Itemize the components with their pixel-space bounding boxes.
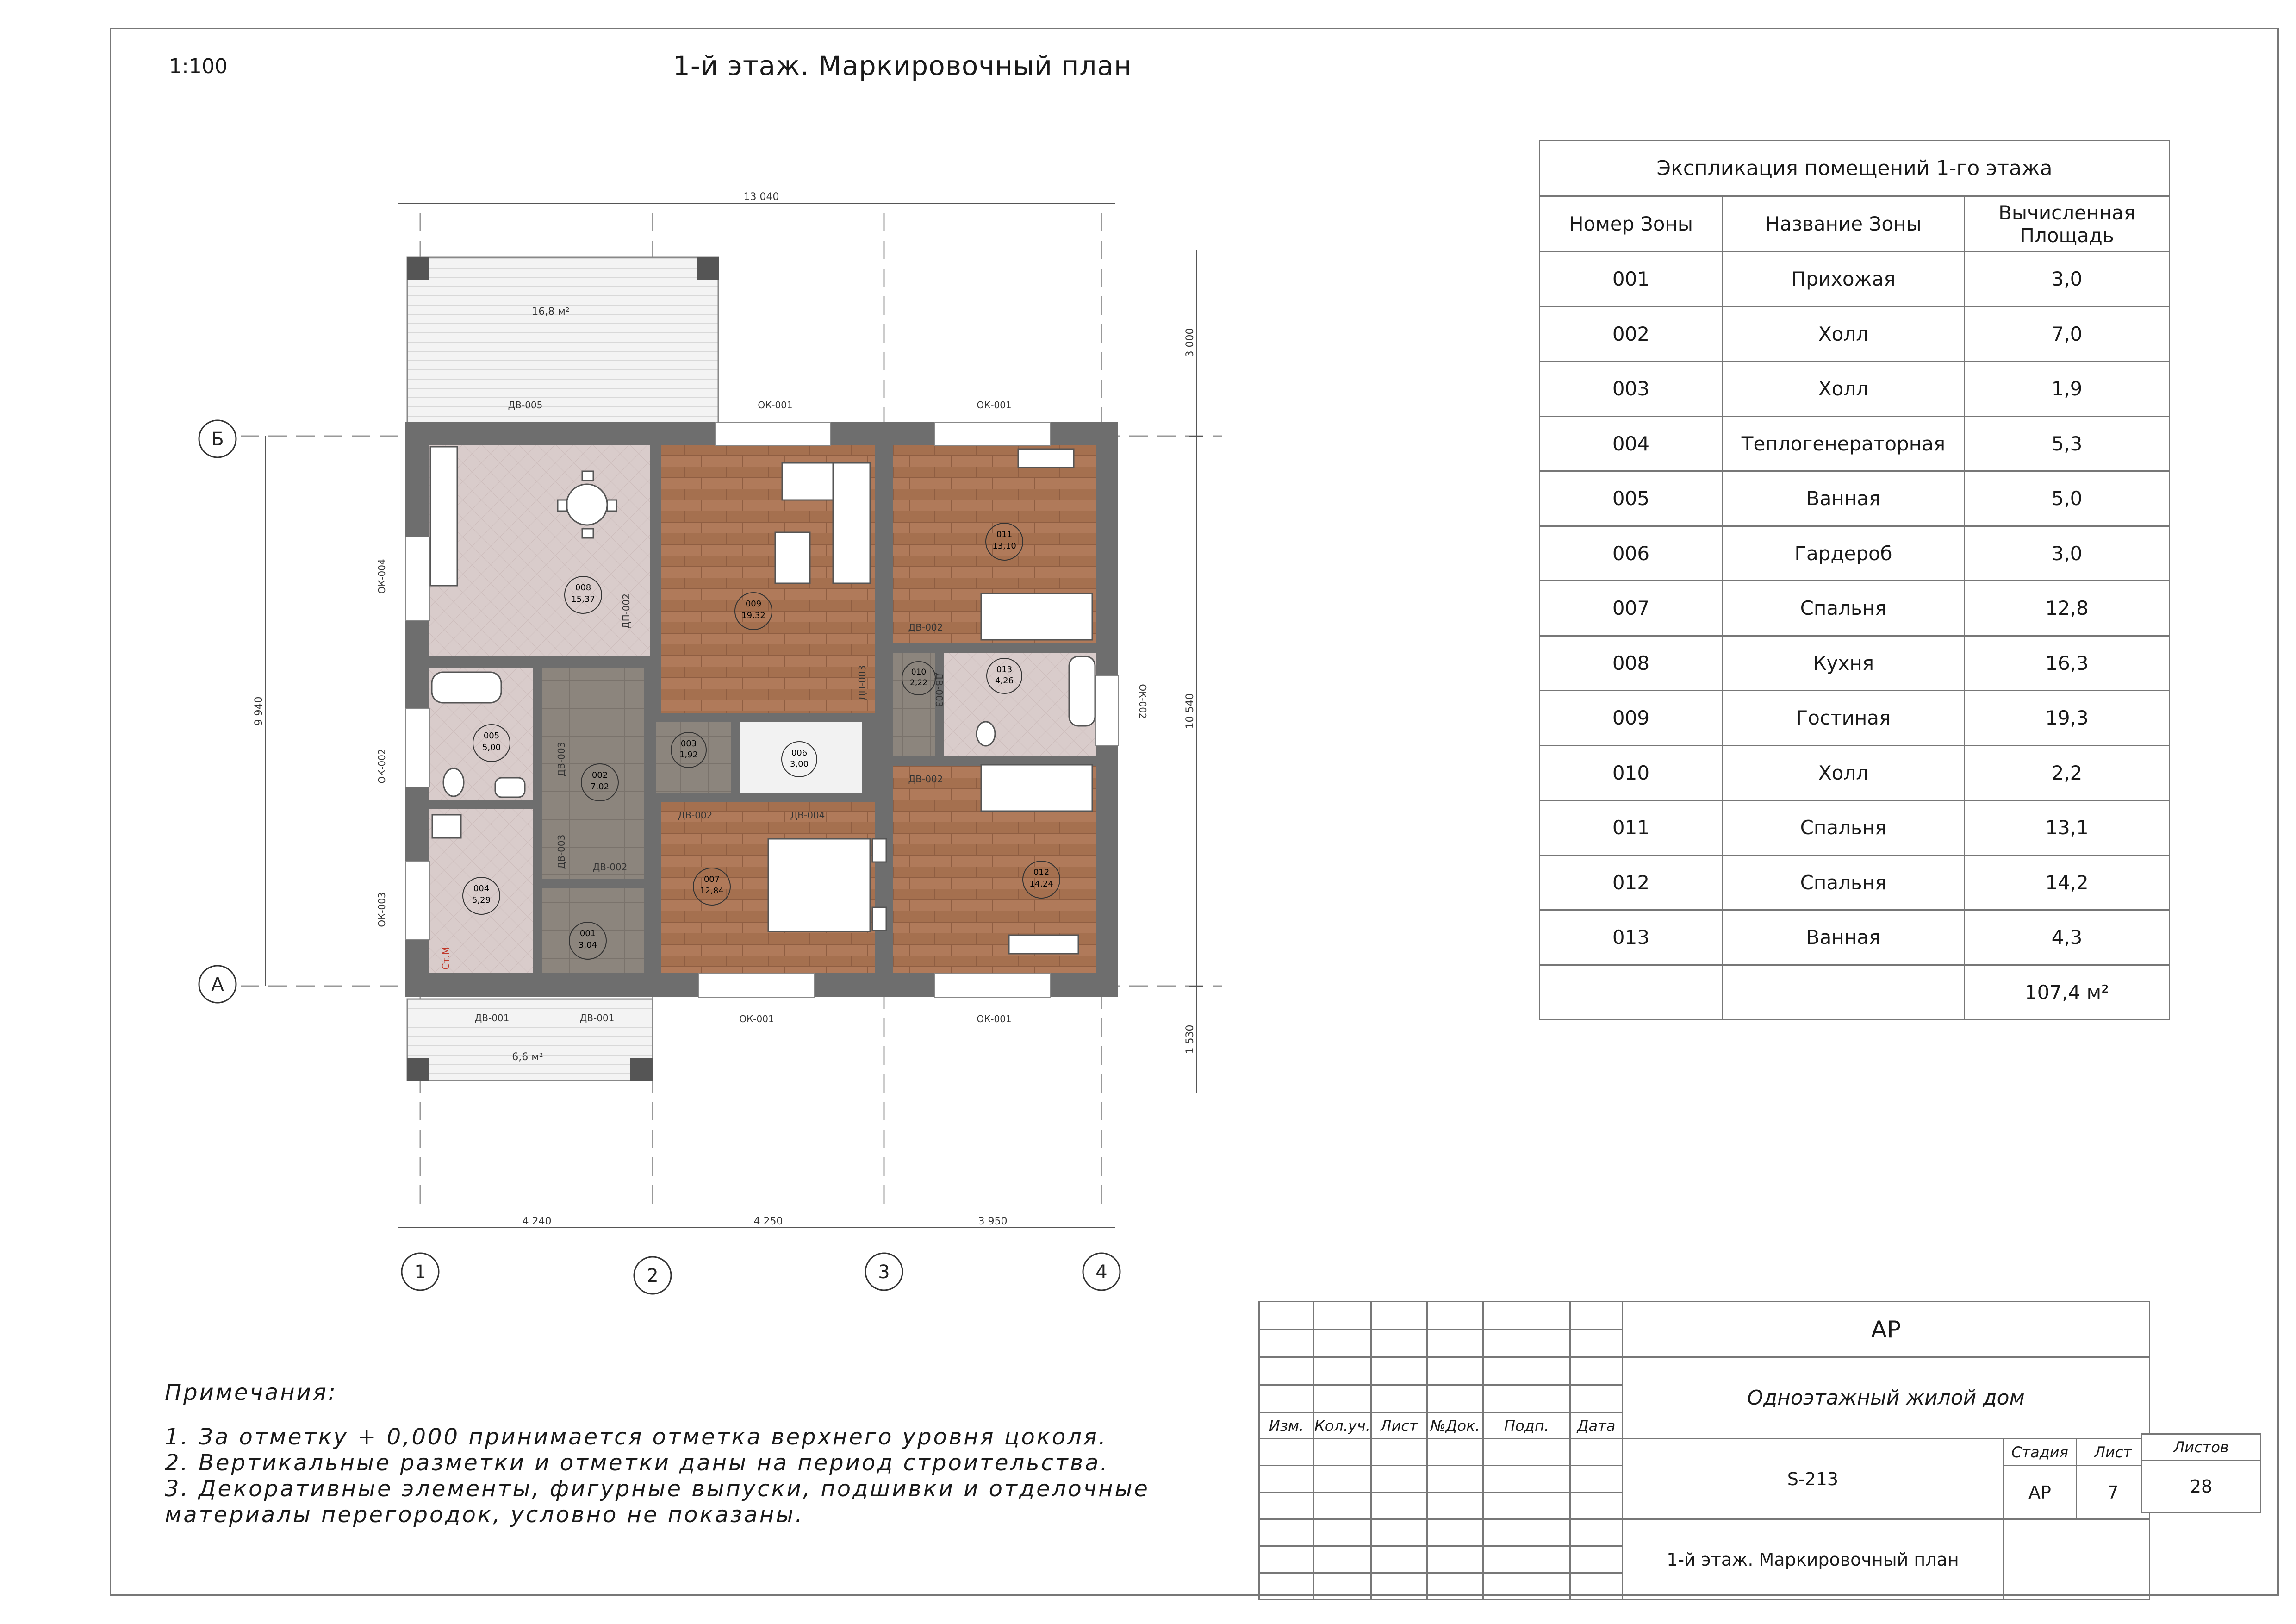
svg-text:12,84: 12,84 [700, 886, 724, 896]
tag-ok001-top-left: ОК-001 [758, 400, 793, 411]
svg-text:13,10: 13,10 [992, 541, 1016, 551]
title-block-code: АР [1622, 1302, 2149, 1357]
dim-bottom-3: 3 950 [978, 1216, 1008, 1227]
dim-right-1: 3 000 [1184, 328, 1196, 357]
svg-text:14,24: 14,24 [1029, 879, 1053, 889]
table-row: 007 Спальня 12,8 [1540, 581, 2170, 636]
tag-dv002-a: ДВ-002 [908, 622, 943, 633]
table-row: 003 Холл 1,9 [1540, 362, 2170, 417]
dim-bottom-1: 4 240 [522, 1216, 552, 1227]
stamp-col-izm: Изм. [1259, 1413, 1314, 1439]
drawing-scale: 1:100 [169, 55, 228, 78]
svg-text:3,04: 3,04 [578, 940, 597, 950]
table-row: 002 Холл 7,0 [1540, 306, 2170, 362]
svg-text:15,37: 15,37 [571, 594, 595, 604]
column-post [407, 1058, 429, 1081]
stamp-stage-label: Стадия [2003, 1439, 2076, 1466]
svg-text:010: 010 [911, 668, 927, 677]
stamp-sheets-label: Листов [2141, 1433, 2261, 1461]
explication-caption: Экспликация помещений 1-го этажа [1540, 141, 2170, 196]
tag-ok003: ОК-003 [376, 892, 387, 927]
svg-text:008: 008 [575, 583, 591, 593]
column-post [697, 257, 719, 280]
tag-ok004: ОК-004 [376, 559, 387, 594]
svg-text:19,32: 19,32 [741, 611, 765, 620]
terrace-top-area: 16,8 м² [532, 306, 570, 318]
axis-label-b: Б [211, 429, 224, 450]
svg-text:006: 006 [791, 748, 808, 758]
kitchen-floor [429, 445, 650, 656]
header-area: Вычисленная Площадь [1965, 196, 2170, 252]
axis-label-a: А [211, 974, 224, 995]
axis-label-3: 3 [878, 1262, 890, 1283]
tag-ok002-right: ОК-002 [1137, 684, 1148, 719]
dim-right-3: 1 530 [1184, 1024, 1196, 1054]
notes-block [165, 1380, 1229, 1528]
table-row: 005 Ванная 5,0 [1540, 471, 2170, 526]
tag-ok001-top-right: ОК-001 [977, 400, 1012, 411]
stamp-sheet-label: Лист [2076, 1439, 2149, 1466]
note-item: 2. Вертикальные разметки и отметки даны на период строительства. [165, 1450, 1109, 1476]
table-row: 010 Холл 2,2 [1540, 745, 2170, 800]
table-row: 004 Теплогенераторная 5,3 [1540, 416, 2170, 471]
stamp-col-koluch: Кол.уч. [1314, 1413, 1371, 1439]
svg-text:009: 009 [745, 599, 762, 609]
svg-text:012: 012 [1033, 868, 1050, 877]
tag-dv002-d: ДВ-002 [592, 862, 628, 873]
stamp-col-podp: Подп. [1483, 1413, 1570, 1439]
column-post [407, 257, 429, 280]
stamp-col-ndok: №Док. [1427, 1413, 1483, 1439]
svg-text:003: 003 [680, 739, 697, 749]
title-block-drawing-title: 1-й этаж. Маркировочный план [1622, 1519, 2003, 1600]
title-block-doc-number: S-213 [1622, 1439, 2003, 1519]
axis-label-4: 4 [1095, 1262, 1108, 1283]
svg-text:5,00: 5,00 [482, 743, 501, 752]
title-block-project: Одноэтажный жилой дом [1622, 1357, 2149, 1439]
column-post [630, 1058, 653, 1081]
stamp-sheets-value: 28 [2141, 1460, 2261, 1513]
svg-text:2,22: 2,22 [910, 678, 927, 687]
terrace-top [407, 257, 718, 430]
dim-left: 9 940 [253, 696, 265, 726]
tag-dp003: ДП-003 [857, 665, 868, 701]
svg-text:7,02: 7,02 [590, 782, 610, 792]
terrace-bottom [407, 999, 653, 1081]
tag-dv005: ДВ-005 [508, 400, 543, 411]
axis-label-2: 2 [647, 1265, 659, 1287]
tag-dv001-right: ДВ-001 [579, 1012, 615, 1024]
tag-dv003-b: ДВ-003 [556, 834, 567, 869]
tag-ok001-bottom-right: ОК-001 [977, 1013, 1012, 1024]
tag-dv002-b: ДВ-002 [908, 774, 943, 785]
table-row: 001 Прихожая 3,0 [1540, 252, 2170, 307]
svg-text:3,00: 3,00 [790, 759, 809, 769]
svg-text:007: 007 [703, 874, 720, 884]
svg-text:001: 001 [579, 929, 596, 938]
header-name: Название Зоны [1723, 196, 1965, 252]
tag-stm: Ст.М [440, 947, 451, 970]
svg-text:005: 005 [483, 731, 500, 741]
tag-ok001-bottom-left: ОК-001 [739, 1013, 774, 1024]
svg-text:011: 011 [996, 530, 1013, 539]
tag-dv003-c: ДВ-003 [933, 672, 945, 707]
explication-table [1539, 140, 2170, 1020]
svg-text:1,92: 1,92 [679, 750, 698, 760]
tag-ok002-left: ОК-002 [376, 749, 387, 784]
terrace-bottom-area: 6,6 м² [512, 1051, 543, 1063]
note-item: 1. За отметку + 0,000 принимается отметка верхнего уровня цоколя. [165, 1424, 1108, 1450]
dim-bottom-2: 4 250 [753, 1216, 783, 1227]
axis-label-1: 1 [414, 1262, 426, 1283]
table-total-row [1540, 965, 2170, 1020]
notes-heading: Примечания: [165, 1380, 337, 1405]
title-block [1258, 1301, 2150, 1600]
note-item: 3. Декоративные элементы, фигурные выпуски, подшивки и отделочные материалы перегородок, условно не показаны. [165, 1476, 1150, 1528]
table-row: 012 Спальня 14,2 [1540, 855, 2170, 910]
total-area: 107,4 м² [1965, 965, 2170, 1020]
table-row: 011 Спальня 13,1 [1540, 800, 2170, 856]
tag-dv003-a: ДВ-003 [556, 742, 567, 777]
header-number: Номер Зоны [1540, 196, 1723, 252]
tag-dv002-c: ДВ-002 [678, 810, 713, 821]
table-row: 006 Гардероб 3,0 [1540, 526, 2170, 581]
dim-right-2: 10 540 [1184, 693, 1196, 729]
stamp-sheet-value: 7 [2076, 1466, 2149, 1519]
svg-text:013: 013 [996, 665, 1013, 675]
svg-text:5,29: 5,29 [472, 895, 491, 905]
table-row: 009 Гостиная 19,3 [1540, 691, 2170, 746]
table-row: 008 Кухня 16,3 [1540, 636, 2170, 691]
stamp-col-list: Лист [1371, 1413, 1427, 1439]
dim-total: 13 040 [743, 191, 779, 203]
sheet-title: 1-й этаж. Маркировочный план [673, 50, 1132, 81]
svg-text:002: 002 [591, 770, 608, 780]
stamp-stage-value: АР [2003, 1466, 2076, 1519]
tag-dv004: ДВ-004 [790, 810, 825, 821]
stamp-col-data: Дата [1570, 1413, 1622, 1439]
svg-text:004: 004 [473, 884, 490, 893]
tag-dv001-left: ДВ-001 [474, 1012, 510, 1024]
svg-text:4,26: 4,26 [995, 676, 1014, 686]
tag-dp002: ДП-002 [621, 593, 632, 629]
table-row: 013 Ванная 4,3 [1540, 910, 2170, 965]
